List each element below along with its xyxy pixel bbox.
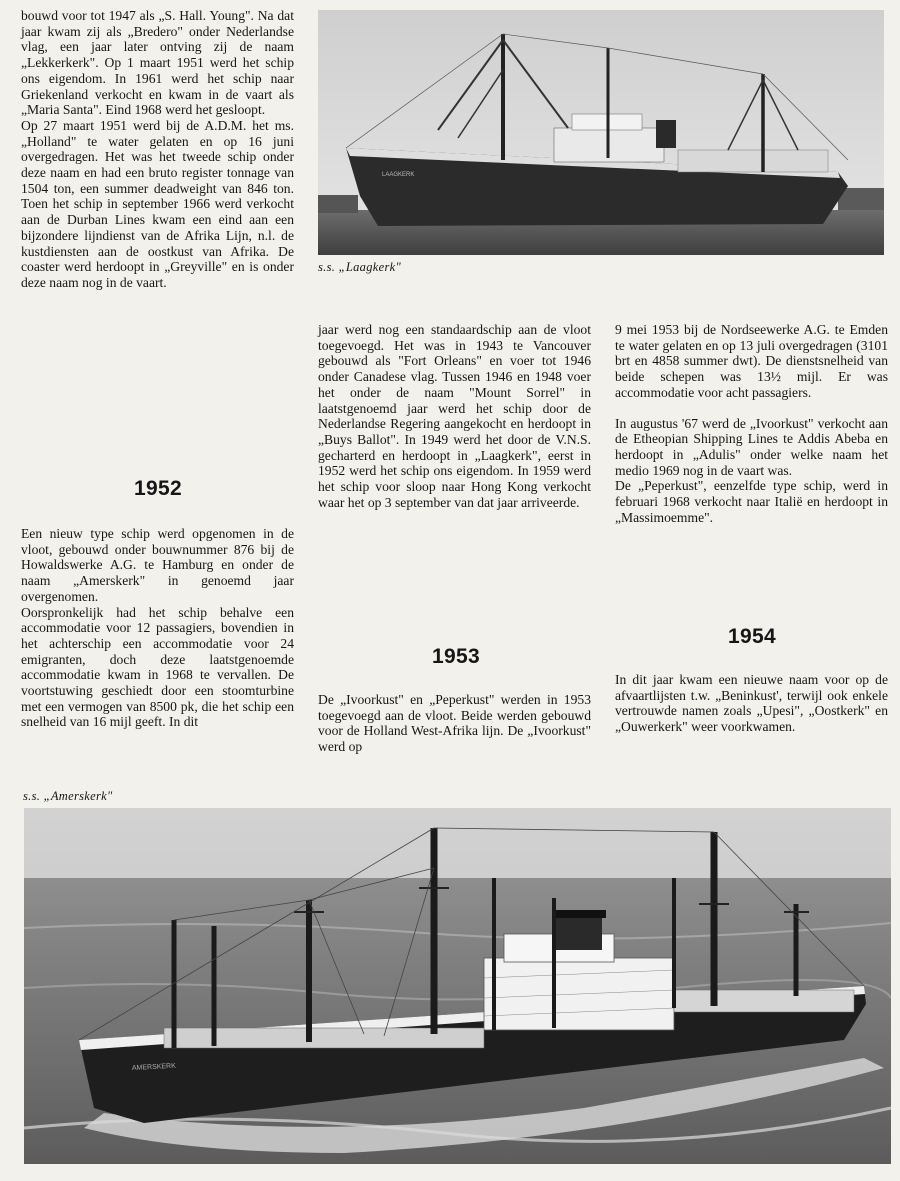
paragraph: In augustus '67 werd de „Ivoorkust" verkocht aan de Etheopian Shipping Lines te Addis Abeba en herdoopt in „Adulis" onder welke naam het medio 1969 nog in de vaart was. — [615, 415, 888, 478]
photo-amerskerk — [24, 808, 891, 1164]
caption-amerskerk: s.s. „Amerskerk" — [23, 789, 113, 803]
paragraph: Een nieuw type schip werd opgenomen in de vloot, gebouwd onder bouwnummer 876 bij de Howaldswerke A.G. te Hamburg en onder de naam „Amerskerk" in genoemd jaar overgenomen. — [21, 526, 294, 604]
ship-illustration — [318, 10, 884, 255]
paragraph: bouwd voor tot 1947 als „S. Hall. Young". Na dat jaar kwam zij als „Bredero" onder Nederlandse vlag, een jaar later ontving zij de naam „Lekkerkerk". Op 1 maart 1951 werd het schip ons eigendom. In 1961 werd het schip naar Griekenland verkocht en kwam in de vaart als „Maria Santa". Eind 1968 werd het gesloopt. — [21, 8, 294, 118]
paragraph: jaar werd nog een standaardschip aan de vloot toegevoegd. Het was in 1943 te Vancouver gebouwd als "Fort Orleans" en voer tot 1946 onder Canadese vlag. Tussen 1946 en 1948 voer het onder de naam "Mount Sorrel" in laatstgenoemd jaar werd het schip door de Nederlandse Regering aangekocht en herdoopt in „Buys Ballot". In 1949 werd het door de V.N.S. gecharterd en herdoopt in „Laagkerk", eerst in 1952 werd het schip ons eigendom. In 1959 werd het schip voor sloop naar Hong Kong verkocht waar het op 3 september van dat jaar arriveerde. — [318, 322, 591, 510]
paragraph: Oorspronkelijk had het schip behalve een accommodatie voor 12 passagiers, bovendien in het achterschip een accommodatie voor 24 emigranten, doch deze laatstgenoemde accommodatie kwam in 1968 te vervallen. De voortstuwing geschiedt door een stoomturbine met een vermogen van 8500 pk, die het schip een snelheid van 16 mijl geeft. In dit — [21, 604, 294, 730]
paragraph: De „Peperkust", eenzelfde type schip, werd in februari 1968 verkocht naar Italië en herdoopt in „Massimoemme". — [615, 478, 888, 525]
hull-name-label: AMERSKERK — [131, 1062, 177, 1072]
paragraph: Op 27 maart 1951 werd bij de A.D.M. het ms. „Holland" te water gelaten en op 16 juni overgedragen. Het was het tweede schip onder deze naam en had een bruto register tonnage van 1504 ton, een summer deadweight van 846 ton. Toen het schip in september 1966 werd verkocht aan de Durban Lines kwam een eind aan een bijzondere lijndienst van de Afrika Lijn, n.l. de kustdiensten aan de oostkust van Afrika. De coaster werd herdoopt in „Greyville" en is onder deze naam nog in de vaart. — [21, 117, 294, 290]
heading-year-1953: 1953 — [432, 645, 480, 668]
column-2-top-text — [318, 322, 591, 510]
column-2-bottom-text — [318, 692, 591, 755]
caption-laagkerk: s.s. „Laagkerk" — [318, 260, 402, 274]
column-3-top-text — [615, 322, 888, 525]
heading-year-1954: 1954 — [728, 625, 776, 648]
paragraph: 9 mei 1953 bij de Nordseewerke A.G. te Emden te water gelaten en op 13 juli overgedragen (3101 brt en 4858 summer dwt). De dienstsnelheid van beide schepen was 13½ mijl. Er was accommodatie voor acht passagiers. — [615, 322, 888, 400]
photo-laagkerk — [318, 10, 884, 255]
column-1-bottom-text — [21, 526, 294, 730]
heading-year-1952: 1952 — [134, 477, 182, 500]
hull-name-label: LAAGKERK — [382, 172, 415, 178]
column-1-top-text — [21, 8, 294, 291]
ship-illustration — [24, 808, 891, 1164]
column-3-bottom-text — [615, 672, 888, 735]
paragraph: In dit jaar kwam een nieuwe naam voor op de afvaartlijsten t.w. „Beninkust', terwijl ook enkele vertrouwde namen zoals „Upesi", „Oostkerk" en „Ouwerkerk" weer voorkwamen. — [615, 672, 888, 735]
paragraph: De „Ivoorkust" en „Peperkust" werden in 1953 toegevoegd aan de vloot. Beide werden gebouwd voor de Holland West-Afrika lijn. De „Ivoorkust" werd op — [318, 692, 591, 755]
